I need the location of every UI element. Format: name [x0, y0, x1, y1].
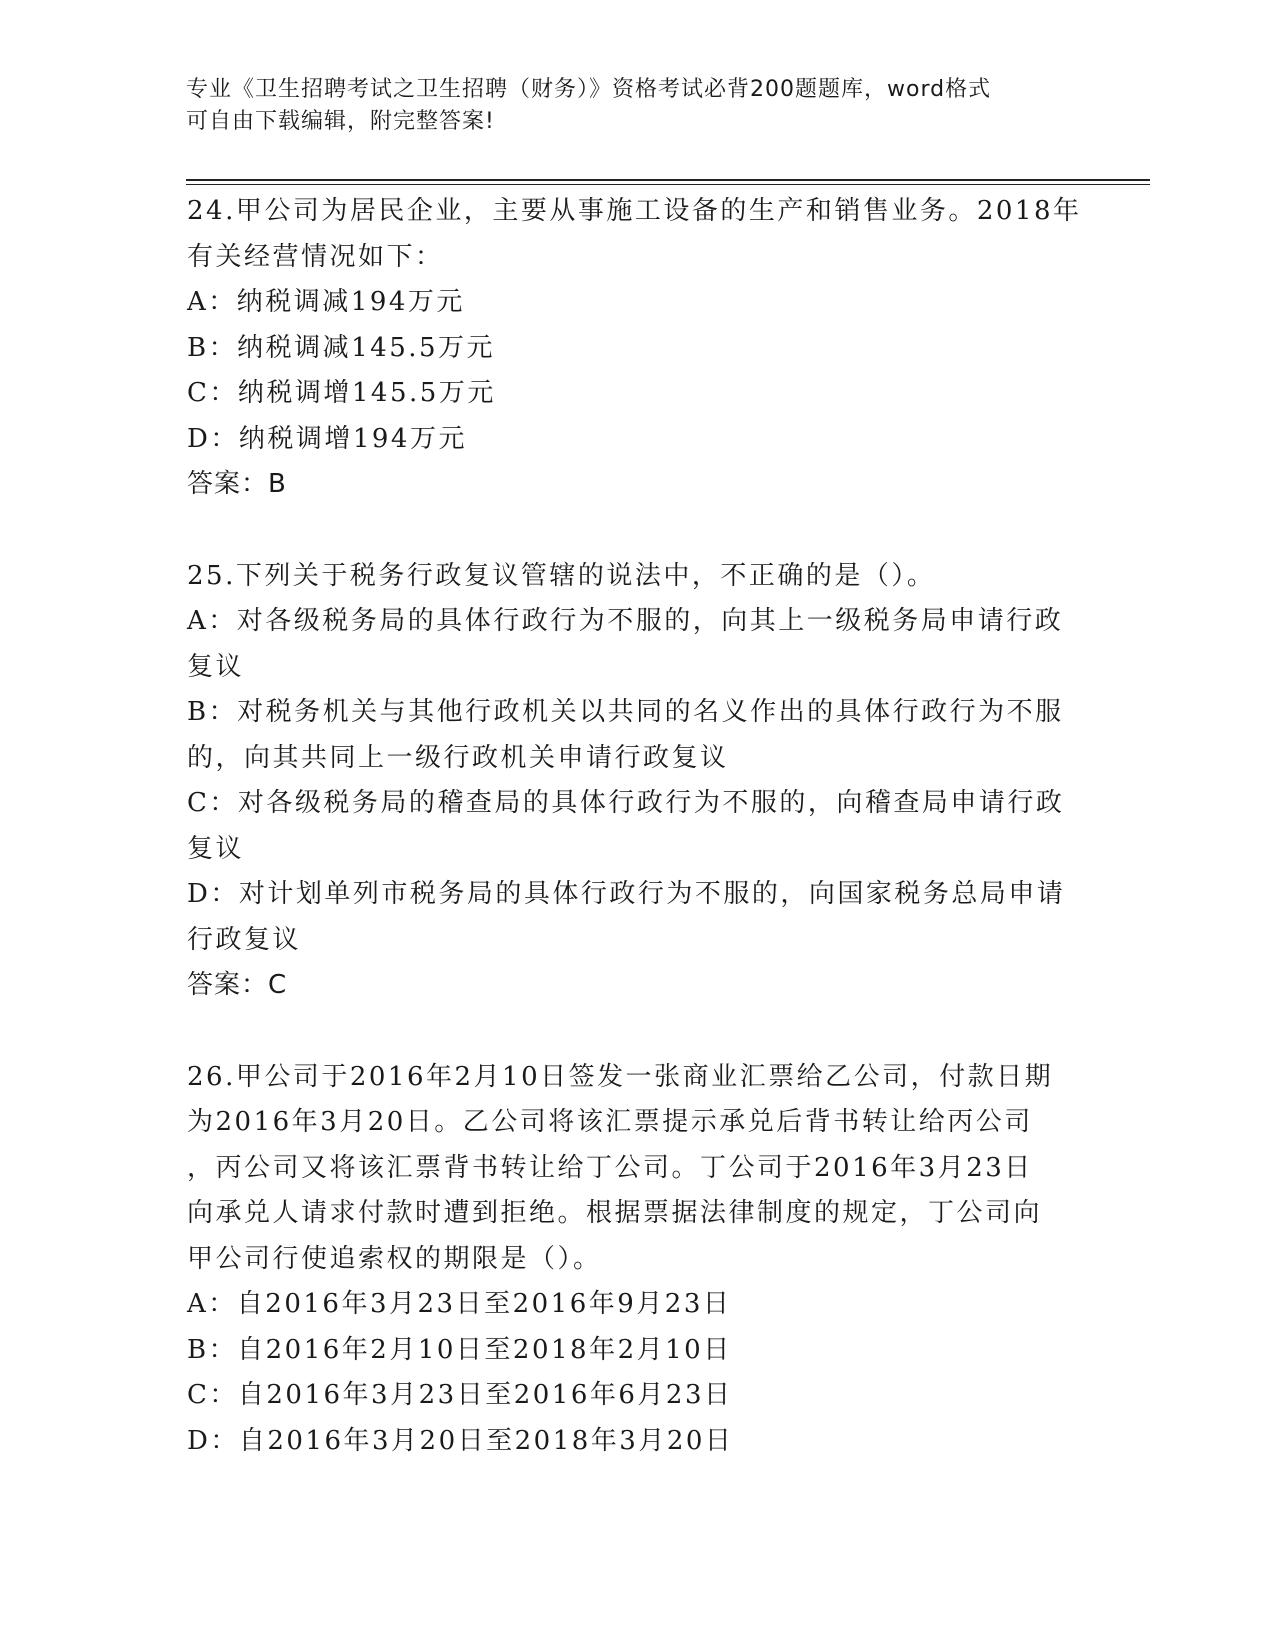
question-stem-line: 有关经营情况如下：	[187, 241, 444, 272]
question-stem-line: 为2016年3月20日。乙公司将该汇票提示承兑后背书转让给丙公司	[187, 1107, 1033, 1137]
option-c: C：自2016年3月23日至2016年6月23日	[187, 1380, 733, 1410]
option-b: B：自2016年2月10日至2018年2月10日	[187, 1334, 732, 1365]
answer-line: 答案：B	[187, 469, 287, 499]
option-b: B：纳税调减145.5万元	[187, 332, 496, 363]
option-b-continued: 的，向其共同上一级行政机关申请行政复议	[187, 742, 729, 773]
option-a: A：自2016年3月23日至2016年9月23日	[187, 1289, 732, 1319]
question-stem-line: 25.下列关于税务行政复议管辖的说法中，不正确的是（）。	[187, 560, 936, 591]
question-spacer	[187, 508, 1087, 554]
option-c-continued: 复议	[187, 833, 245, 864]
option-d: D：自2016年3月20日至2018年3月20日	[187, 1425, 734, 1456]
question-24	[187, 189, 1087, 508]
answer-line: 答案：C	[187, 970, 288, 1000]
option-d-continued: 行政复议	[187, 924, 302, 955]
question-stem-line: 26.甲公司于2016年2月10日签发一张商业汇票给乙公司，付款日期	[187, 1061, 1054, 1092]
document-header	[186, 74, 1066, 138]
question-stem-line: ，丙公司又将该汇票背书转让给丁公司。丁公司于2016年3月23日	[187, 1152, 1033, 1183]
option-c: C：对各级税务局的稽查局的具体行政行为不服的，向稽查局申请行政	[187, 788, 1065, 818]
option-b: B：对税务机关与其他行政机关以共同的名义作出的具体行政行为不服	[187, 697, 1064, 727]
header-line-2: 可自由下载编辑，附完整答案!	[186, 109, 495, 134]
option-a-continued: 复议	[187, 651, 245, 682]
option-a: A：对各级税务局的具体行政行为不服的，向其上一级税务局申请行政	[187, 606, 1064, 636]
question-stem-line: 甲公司行使追索权的期限是（）。	[187, 1243, 602, 1274]
question-stem-line: 向承兑人请求付款时遭到拒绝。根据票据法律制度的规定，丁公司向	[187, 1198, 1043, 1228]
questions-list	[187, 189, 1087, 1464]
option-d: D：对计划单列市税务局的具体行政行为不服的，向国家税务总局申请	[187, 879, 1066, 909]
option-d: D：纳税调增194万元	[187, 423, 467, 454]
question-25	[187, 554, 1087, 1009]
question-spacer	[187, 1009, 1087, 1055]
header-divider-thick	[186, 179, 1150, 181]
header-divider-thin	[186, 184, 1150, 185]
question-26	[187, 1055, 1087, 1465]
option-a: A：纳税调减194万元	[187, 287, 465, 317]
option-c: C：纳税调增145.5万元	[187, 378, 496, 408]
header-line-1: 专业《卫生招聘考试之卫生招聘（财务）》资格考试必背200题题库，word格式	[186, 77, 992, 102]
question-stem-line: 24.甲公司为居民企业，主要从事施工设备的生产和销售业务。2018年	[187, 196, 1082, 226]
